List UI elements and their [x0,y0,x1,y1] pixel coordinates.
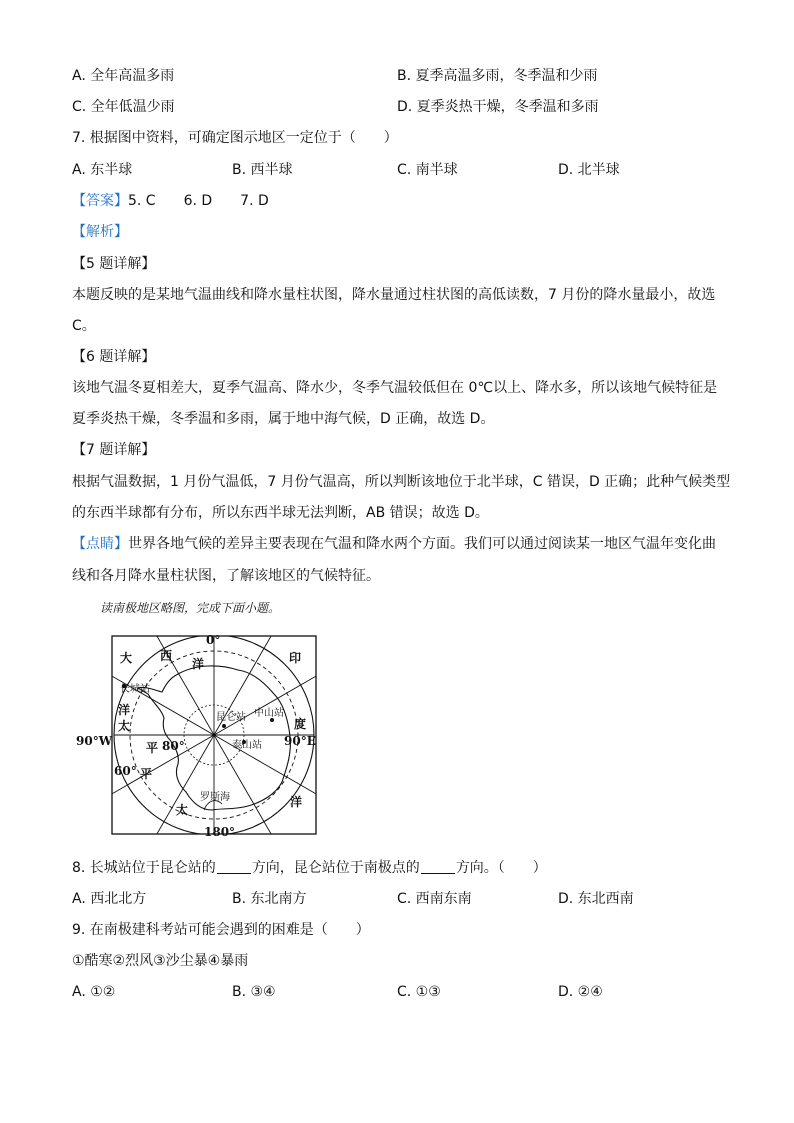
q8-stem-b: 方向，昆仑站位于南极点的 [251,860,420,876]
label-90w: 90°W [76,734,113,748]
q5-detail-heading: 【5 题详解】 [72,256,156,272]
q7-detail-heading: 【7 题详解】 [72,442,156,458]
q6-detail-line1: 该地气温冬夏相差大，夏季气温高、降水少，冬季气温较低但在 0℃以上、降水多，所以该地气候特征是 [72,380,718,396]
ocean-char: 西 [160,649,173,663]
ocean-char: 印 [289,651,302,665]
q8-option-d: D. 东北西南 [558,891,634,907]
q8-option-a: A. 西北北方 [72,891,147,907]
q7-option-c: C. 南半球 [397,162,458,178]
label-60deg: 60° [114,764,137,778]
ocean-char: 洋 [290,795,303,809]
map-intro: 读南极地区略图，完成下面小题。 [100,601,281,615]
tip-line1 [72,534,716,554]
label-80deg: 80° [162,739,185,753]
label-0deg: 0° [206,633,221,647]
q7-detail-line2: 的东西半球都有分布，所以东西半球无法判断，AB 错误；故选 D。 [72,505,489,521]
ocean-char: 平 [140,767,153,781]
q6-detail-line2: 夏季炎热干燥，冬季温和多雨，属于地中海气候，D 正确，故选 D。 [72,411,495,427]
answer-line [72,191,269,211]
q9-option-a: A. ①② [72,984,116,1000]
q7-option-d: D. 北半球 [558,162,620,178]
tip-tag: 【点睛】 [72,536,128,552]
answer-tag: 【答案】 [72,193,128,209]
ocean-char: 度 [294,717,307,731]
q9-items: ①酷寒②烈风③沙尘暴④暴雨 [72,953,249,969]
ocean-char: 太 [176,803,189,817]
q7-option-a: A. 东半球 [72,162,133,178]
q6-detail-heading: 【6 题详解】 [72,349,156,365]
q8-stem-c: 方向。（ ） [455,860,547,876]
q6-option-a: A. 全年高温多雨 [72,68,175,84]
label-180deg: 180° [204,825,236,839]
ocean-char: 大 [120,651,133,665]
label-ross-sea: 罗斯海 [200,792,230,803]
answer-text: 5. C 6. D 7. D [128,193,269,209]
q9-option-d: D. ②④ [558,984,603,1000]
label-kunlun: 昆仑站 [216,712,246,723]
q8-stem-a: 8. 长城站位于昆仑站的 [72,860,216,876]
ocean-char: 太 [118,719,131,733]
q7-option-b: B. 西半球 [232,162,293,178]
q9-option-b: B. ③④ [232,984,276,1000]
q6-option-d: D. 夏季炎热干燥，冬季温和多雨 [397,99,599,115]
q5-detail-line2: C。 [72,318,96,334]
label-90e: 90°E [284,734,316,748]
q8-option-c: C. 西南东南 [397,891,472,907]
q6-option-c: C. 全年低温少雨 [72,99,175,115]
q8-option-b: B. 东北南方 [232,891,307,907]
ocean-char: 洋 [192,657,205,671]
q7-stem: 7. 根据图中资料，可确定图示地区一定位于（ ） [72,130,398,146]
q8-stem [72,858,547,878]
ocean-char: 洋 [118,703,131,717]
label-changcheng: 长城站 [120,684,150,695]
q8-blank-1 [217,859,251,874]
q9-option-c: C. ①③ [397,984,441,1000]
label-taishan: 泰山站 [232,740,262,751]
q7-detail-line1: 根据气温数据，1 月份气温低，7 月份气温高，所以判断该地位于北半球，C 错误，D 正确；此种气候类型 [72,474,731,490]
analysis-tag: 【解析】 [72,224,128,240]
q5-detail-line1: 本题反映的是某地气温曲线和降水量柱状图，降水量通过柱状图的高低读数，7 月份的降水量最小，故选 [72,287,716,303]
label-zhongshan: 中山站 [254,708,284,719]
q9-stem: 9. 在南极建科考站可能会遇到的困难是（ ） [72,922,370,938]
ocean-char: 平 [146,741,159,755]
q8-blank-2 [421,859,455,874]
tip-line2: 线和各月降水量柱状图，了解该地区的气候特征。 [72,568,380,584]
q6-option-b: B. 夏季高温多雨，冬季温和少雨 [397,68,598,84]
tip-text1: 世界各地气候的差异主要表现在气温和降水两个方面。我们可以通过阅读某一地区气温年变化曲 [128,536,716,552]
kunlun-station-marker [222,724,226,728]
